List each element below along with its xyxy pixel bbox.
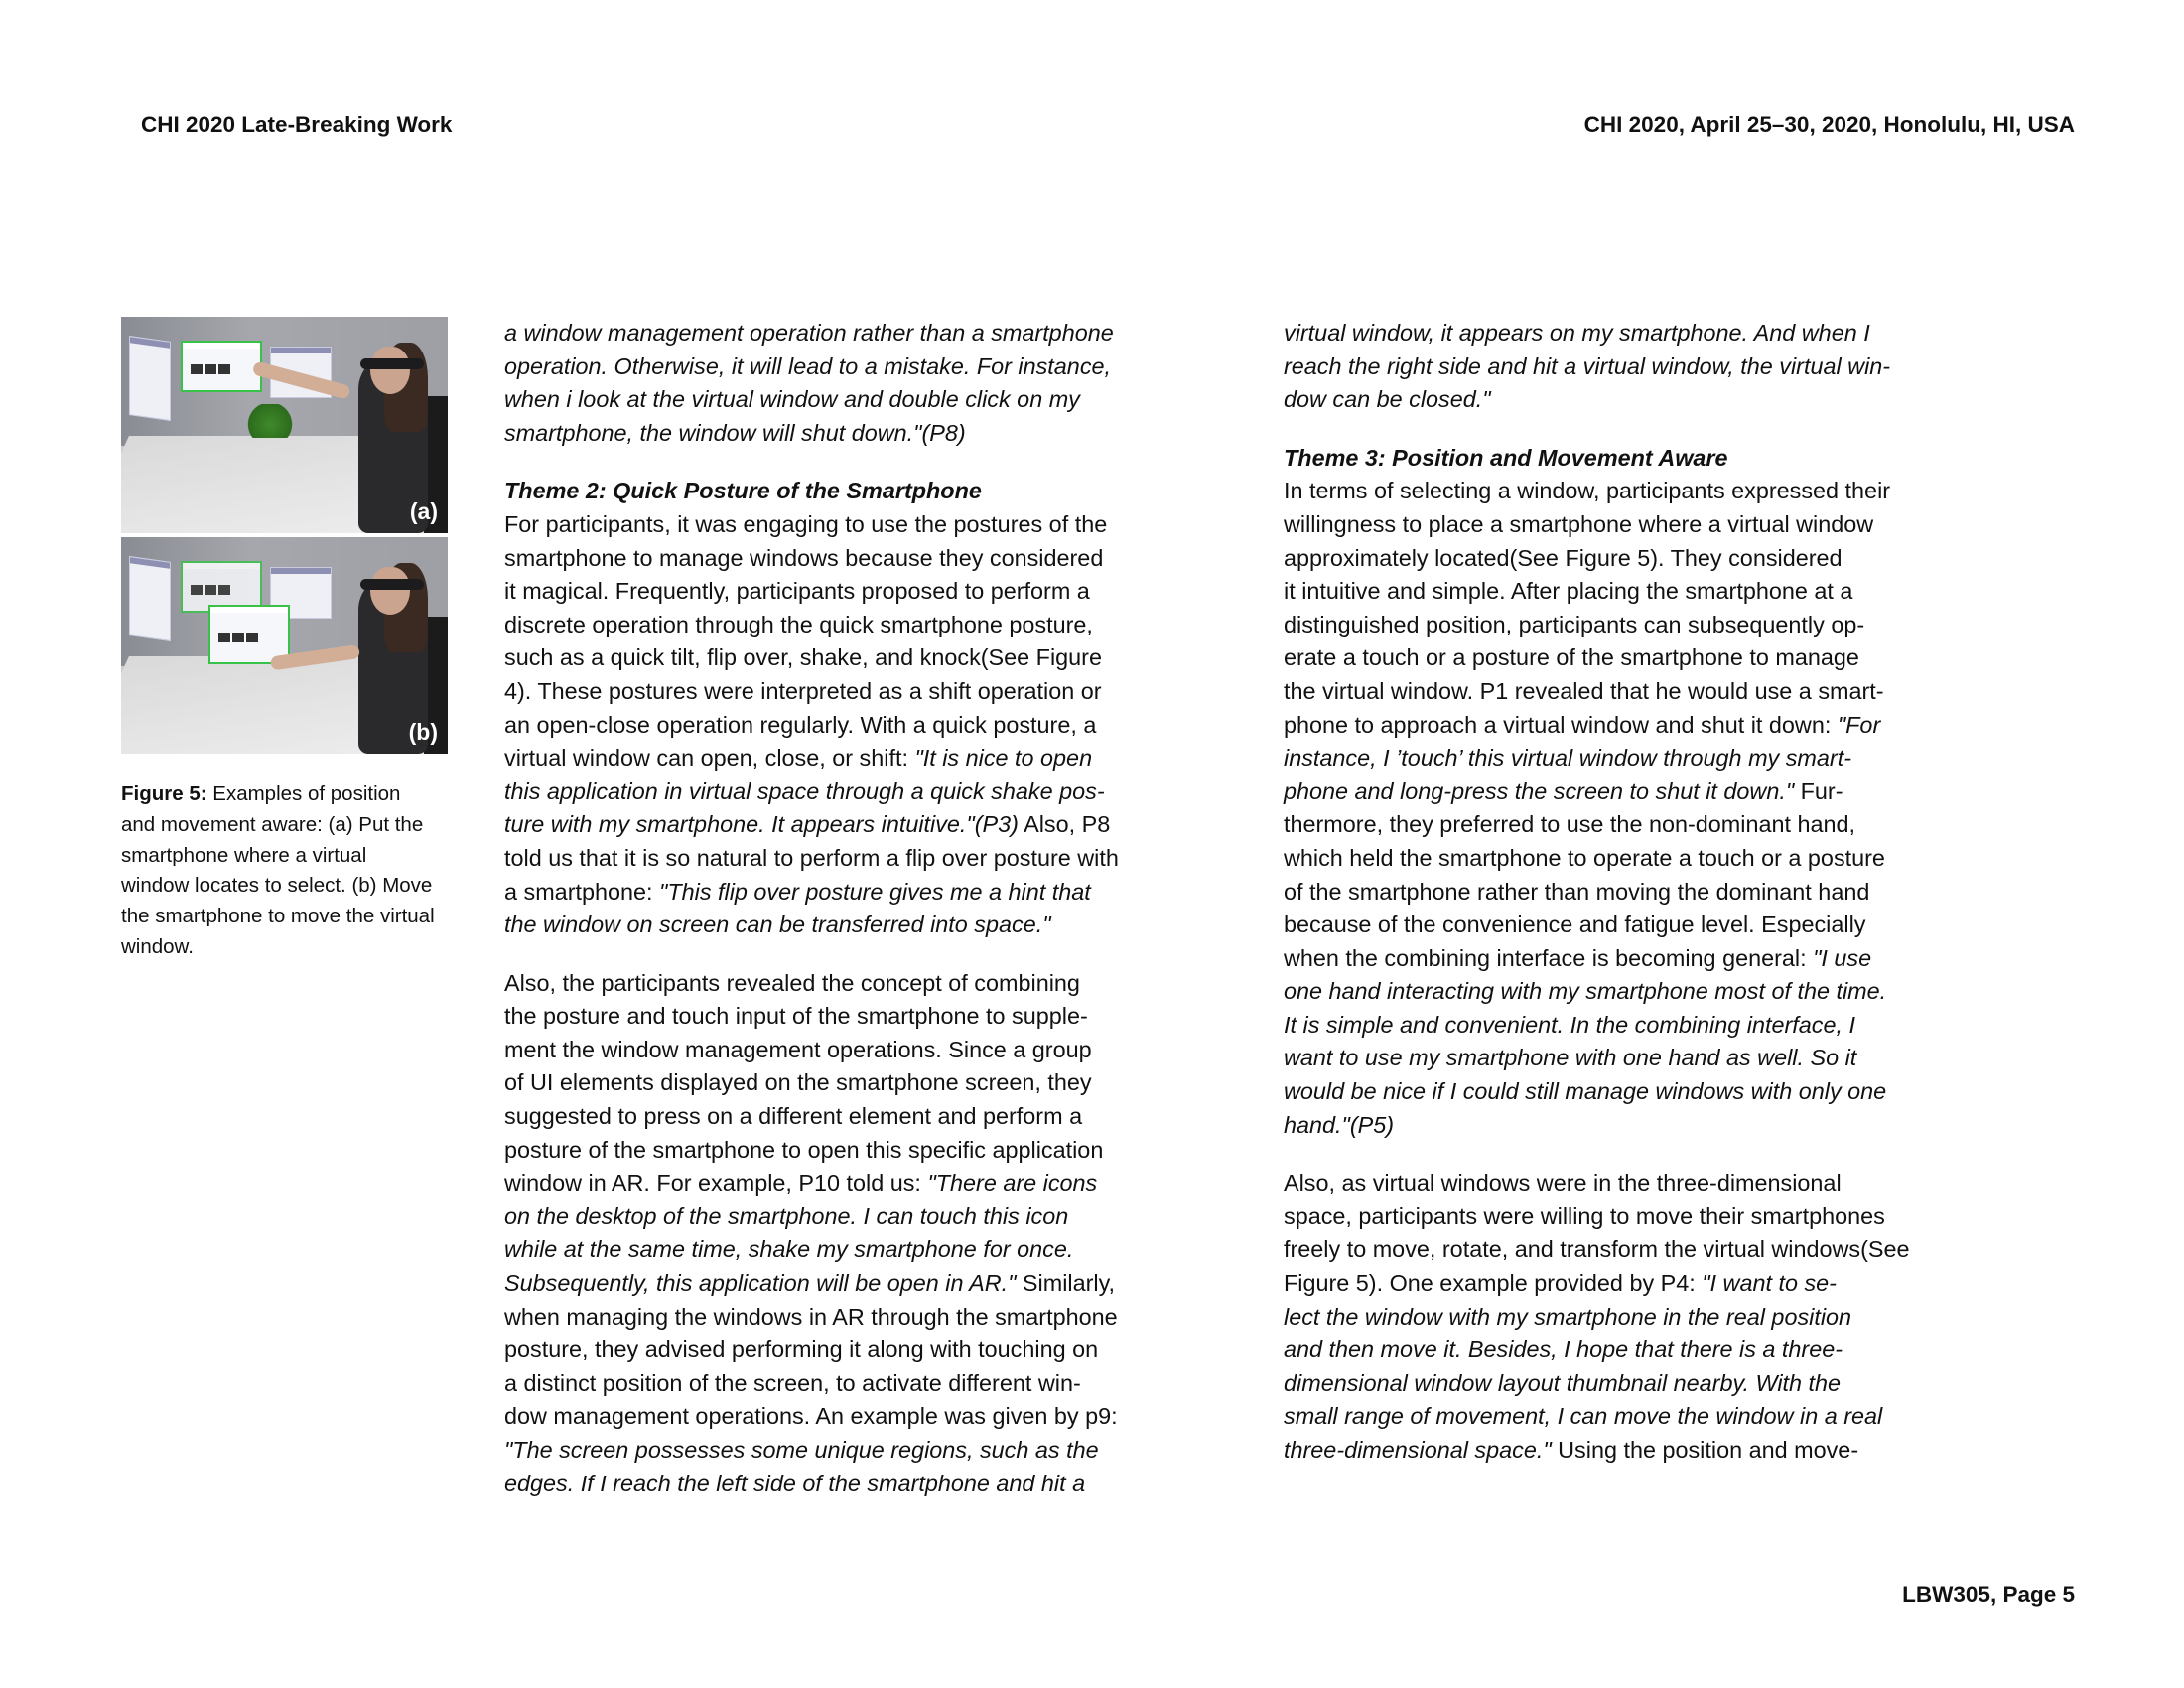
text-line [504,641,1119,675]
body-text: Also, P8 [1018,811,1111,838]
body-text: distinguished position, participants can subsequently op- [1284,611,1865,637]
running-header-left: CHI 2020 Late-Breaking Work [141,112,453,137]
text-line [504,1301,1119,1335]
body-text: the virtual window. P1 revealed that he would use a smart- [1284,677,1884,704]
section [504,475,1119,941]
text-line [504,383,1119,417]
text-column-middle [504,317,1119,1500]
text-line [1284,351,1910,384]
text-line [1284,1434,1910,1468]
text-line [504,1066,1119,1100]
figure-caption [121,779,478,963]
page-footer: LBW305, Page 5 [1902,1582,2075,1607]
text-line [1284,475,1910,508]
text-line [504,1267,1119,1301]
body-text: a distinct position of the screen, to activate different win- [504,1369,1081,1396]
body-text: Figure 5). One example provided by P4: [1284,1270,1703,1297]
text-line [1284,575,1910,609]
figure-photo-b [121,537,448,754]
text-line [1284,508,1910,542]
paragraph [1284,1167,1910,1467]
text-line [504,842,1119,876]
quote-text: on the desktop of the smartphone. I can touch this icon [504,1202,1069,1229]
quote-text: phone and long-press the screen to shut it down." [1284,777,1795,804]
text-line [504,967,1119,1001]
text-line [504,775,1119,809]
body-text: of UI elements displayed on the smartphone screen, they [504,1069,1092,1096]
body-text: willingness to place a smartphone where a virtual window [1284,510,1874,537]
text-line [1284,876,1910,910]
quote-text: small range of movement, I can move the window in a real [1284,1403,1883,1430]
body-text: it magical. Frequently, participants proposed to perform a [504,578,1090,605]
body-text: phone to approach a virtual window and shut it down: [1284,711,1838,738]
quote-text: operation. Otherwise, it will lead to a mistake. For instance, [504,352,1112,379]
text-line [1284,1334,1910,1367]
text-line [504,1100,1119,1134]
body-text: Also, as virtual windows were in the three-dimensional [1284,1170,1842,1196]
text-line [504,675,1119,709]
caption-line: smartphone where a virtual [121,843,367,867]
text-line [504,1468,1119,1501]
text-line [1284,975,1910,1009]
text-line [504,876,1119,910]
body-text: smartphone to manage windows because they considered [504,544,1104,571]
body-text: Also, the participants revealed the concept of combining [504,969,1080,996]
quote-text: a window management operation rather than a smartphone [504,320,1114,346]
text-line [504,575,1119,609]
body-text: approximately located(See Figure 5). They considered [1284,544,1843,571]
quote-text: would be nice if I could still manage windows with only one [1284,1078,1887,1105]
quote-text: want to use my smartphone with one hand as well. So it [1284,1045,1857,1071]
section-heading: Theme 3: Position and Movement Aware [1284,444,1728,471]
quote-text: this application in virtual space through a quick shake pos- [504,777,1105,804]
text-line [1284,1075,1910,1109]
text-line [504,508,1119,542]
quote-text: and then move it. Besides, I hope that there is a three- [1284,1336,1843,1363]
quote-text: "It is nice to open [914,745,1093,772]
text-line [504,909,1119,942]
quote-text: one hand interacting with my smartphone most of the time. [1284,978,1887,1005]
quote-text: Subsequently, this application will be open in AR." [504,1270,1017,1297]
body-text: which held the smartphone to operate a touch or a posture [1284,844,1885,871]
text-line [1284,1109,1910,1143]
text-line [504,417,1119,451]
figure-5 [121,317,448,963]
body-text: freely to move, rotate, and transform the virtual windows(See [1284,1236,1910,1263]
text-line [504,317,1119,351]
body-text: virtual window can open, close, or shift: [504,745,915,772]
quote-text: dow can be closed." [1284,386,1491,413]
paragraph [1284,317,1910,417]
text-line [1284,1009,1910,1043]
text-line [1284,942,1910,976]
quote-text: while at the same time, shake my smartphone for once. [504,1236,1074,1263]
text-line [1284,675,1910,709]
running-header-right: CHI 2020, April 25–30, 2020, Honolulu, HI, USA [1583,112,2075,137]
text-line [504,742,1119,775]
body-text: an open-close operation regularly. With a quick posture, a [504,711,1097,738]
caption-line: window locates to select. (b) Move [121,874,433,898]
text-line [1284,1301,1910,1335]
body-text: of the smartphone rather than moving the dominant hand [1284,878,1870,905]
body-text: told us that it is so natural to perform a flip over posture with [504,844,1119,871]
body-text: when the combining interface is becoming general: [1284,944,1814,971]
text-column-right [1284,317,1910,1468]
text-line [1284,317,1910,351]
panel-label-a: (a) [409,498,438,524]
quote-text: hand."(P5) [1284,1111,1395,1138]
text-line [1284,383,1910,417]
text-line [1284,641,1910,675]
body-text: suggested to press on a different element and perform a [504,1103,1083,1130]
quote-text: three-dimensional space." [1284,1437,1552,1463]
body-text: window in AR. For example, P10 told us: [504,1170,928,1196]
quote-text: reach the right side and hit a virtual window, the virtual win- [1284,352,1891,379]
paragraph [504,317,1119,450]
body-text: In terms of selecting a window, participants expressed their [1284,478,1891,504]
text-line [1284,1367,1910,1401]
text-line [1284,1200,1910,1234]
text-line [504,351,1119,384]
text-line [504,1400,1119,1434]
caption-line: the smartphone to move the virtual [121,905,435,928]
text-line [504,709,1119,743]
text-line [504,1000,1119,1034]
quote-text: It is simple and convenient. In the combining interface, I [1284,1011,1855,1038]
quote-text: dimensional window layout thumbnail nearby. With the [1284,1369,1842,1396]
body-text: space, participants were willing to move their smartphones [1284,1202,1885,1229]
text-line [504,1034,1119,1067]
quote-text: virtual window, it appears on my smartphone. And when I [1284,320,1870,346]
quote-text: smartphone, the window will shut down."(P8) [504,419,966,446]
text-line [504,1200,1119,1234]
body-text: the posture and touch input of the smartphone to supple- [504,1003,1088,1030]
section-heading: Theme 2: Quick Posture of the Smartphone [504,478,982,504]
body-text: when managing the windows in AR through the smartphone [504,1303,1118,1330]
text-line [1284,909,1910,942]
text-line [504,808,1119,842]
text-line [1284,1400,1910,1434]
text-line [504,1334,1119,1367]
section [1284,442,1910,1142]
panel-label-b: (b) [408,719,438,745]
body-text: Using the position and move- [1551,1437,1859,1463]
body-text: posture of the smartphone to open this specific application [504,1136,1104,1163]
text-line [1284,1267,1910,1301]
body-text: dow management operations. An example was given by p9: [504,1403,1118,1430]
text-line [1284,808,1910,842]
text-line [504,1167,1119,1200]
body-text: discrete operation through the quick smartphone posture, [504,611,1093,637]
text-line [504,1367,1119,1401]
body-text: thermore, they preferred to use the non-dominant hand, [1284,811,1856,838]
quote-text: "This flip over posture gives me a hint that [659,878,1091,905]
body-text: 4). These postures were interpreted as a shift operation or [504,677,1102,704]
quote-text: when i look at the virtual window and double click on my [504,386,1080,413]
body-text: such as a quick tilt, flip over, shake, and knock(See Figure [504,644,1102,671]
quote-text: ture with my smartphone. It appears intuitive."(P3) [504,811,1019,838]
body-text: because of the convenience and fatigue level. Especially [1284,912,1866,938]
text-line [1284,742,1910,775]
body-text: erate a touch or a posture of the smartphone to manage [1284,644,1859,671]
body-text: a smartphone: [504,878,660,905]
text-line [504,1434,1119,1468]
text-line [504,1134,1119,1168]
paragraph [504,967,1119,1501]
body-text: ment the window management operations. Since a group [504,1036,1092,1062]
quote-text: the window on screen can be transferred into space." [504,912,1051,938]
caption-line: and movement aware: (a) Put the [121,812,424,836]
quote-text: "I want to se- [1702,1270,1837,1297]
text-line [1284,842,1910,876]
text-line [1284,709,1910,743]
quote-text: "I use [1813,944,1872,971]
caption-line: window. [121,934,194,958]
quote-text: "There are icons [927,1170,1098,1196]
text-line [1284,1233,1910,1267]
body-text: it intuitive and simple. After placing the smartphone at a [1284,578,1853,605]
quote-text: "For [1837,711,1881,738]
body-text: For participants, it was engaging to use the postures of the [504,510,1108,537]
text-line [1284,1167,1910,1200]
text-line [504,1233,1119,1267]
text-line [1284,609,1910,642]
figure-photo-a [121,317,448,533]
quote-text: edges. If I reach the left side of the smartphone and hit a [504,1470,1086,1496]
caption-label: Figure 5: [121,782,207,805]
body-text: Fur- [1794,777,1843,804]
text-line [1284,1042,1910,1075]
quote-text: instance, I ’touch’ this virtual window through my smart- [1284,745,1852,772]
caption-line: Examples of position [206,782,401,805]
quote-text: "The screen possesses some unique regions, such as the [504,1437,1099,1463]
text-line [504,609,1119,642]
text-line [1284,542,1910,576]
text-line [504,542,1119,576]
virtual-window-highlighted [181,341,262,392]
body-text: Similarly, [1016,1270,1116,1297]
quote-text: lect the window with my smartphone in the real position [1284,1303,1852,1330]
body-text: posture, they advised performing it along with touching on [504,1336,1099,1363]
text-line [1284,775,1910,809]
